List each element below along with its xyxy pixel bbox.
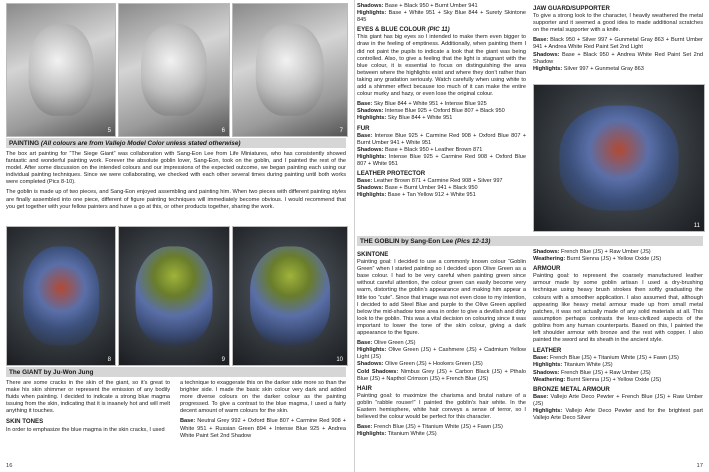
skintone-heading: SKINTONE bbox=[357, 251, 389, 258]
armour-paragraph: Painting goal: to represent the coarsely manufactured leather armour made by some goblin artisan I used a dry-brushing technique using heavy brush strokes then softly graduating the colours with a smoother application. I also assumed that, although appearing like heavy metal armour made up from small metal patches, it was not actually made of any solid materials at all. This assumption perhaps contrasts the less-civilized aspects of the goblins from any human counterparts. Based on this, I painted the left shoulder armour with bronze and the rest with copper. I also painted the sword and its sheath in the ancient style. bbox=[533, 273, 703, 344]
figure-number: 8 bbox=[107, 357, 111, 363]
recipe-line: Shadows: French Blue (JS) + Raw Umber (JS) bbox=[533, 249, 651, 255]
recipe-line: Highlights: Titanium White (JS) bbox=[357, 431, 437, 438]
giant-title: The GIANT by Ju-Won Jung bbox=[9, 369, 94, 376]
right-page bbox=[355, 0, 709, 472]
photo-wip-giant-goblin bbox=[118, 226, 230, 366]
skintone-paragraph: Painting goal: I decided to use a commonly known colour “Goblin Green” when I started painting so I decided upon Olive Green as a base colour. I had to be very careful when painting green since without careful attention, the colour green can easily become very warm, distorting the goblin’s appearance and making him appear a little too “cute”. Since that image was not even close to my intention, I decided to add Steel Blue and purple to the Olive Green applied below the mid-shadow tone area in order to give a devilish and dirty look to the goblin. This was a vital decision on colouring since it was important to lower the tone of the skin colour, giving a dark appearance to the figure. bbox=[357, 259, 526, 337]
recipe-line: Base: Olive Green (JS) bbox=[357, 340, 416, 347]
figure-number: 5 bbox=[107, 128, 111, 134]
recipe-line: Shadows: Base + Black 950 + Leather Brown 871 bbox=[357, 146, 483, 153]
recipe-line: Base: Leather Brown 871 + Carmine Red 908 + Silver 997 bbox=[357, 178, 503, 185]
giant-head-figure bbox=[29, 24, 94, 116]
photo-giant-head-front bbox=[6, 3, 116, 137]
photo-giant-head-profile bbox=[232, 3, 348, 137]
wip-giant-figure bbox=[23, 246, 99, 345]
right-column-2 bbox=[533, 3, 703, 73]
goblin-column-2 bbox=[533, 249, 703, 422]
recipe-line: Shadows: Olive Green (JS) + Hookers Green (JS) bbox=[357, 361, 483, 368]
goblin-title: THE GOBLIN by Sang-Eon Lee bbox=[360, 238, 454, 245]
page-number-left: 16 bbox=[6, 463, 13, 469]
recipe-line: Highlights: Vallejo Arte Deco Pewter and for the brightest part Vallejo Arte Deco Silver bbox=[533, 407, 703, 422]
recipe-line: Weathering: Burnt Sienna (JS) + Yellow Oxide (JS) bbox=[533, 376, 662, 383]
recipe-line: Base: French Blue (JS) + Titanium White (JS) + Fawn (JS) bbox=[357, 424, 503, 431]
recipe-line: Base: Neutral Grey 992 + Oxford Blue 807 + Carmine Red 908 + White 951 + Russian Green 894 + Intense Blue 925 + Andrea White Paint Set 2nd Shadow bbox=[180, 418, 346, 439]
eyes-paragraph: This giant has big eyes so I intended to make them even bigger to draw in the feeling of emptiness. Additionally, when painting them I did not paint the pupils to indicate a look that the giant was being controlled. Also, to give a feeling that the light is stagnant with the blue colour, it is essential to focus on distinguishing the area between where the highlights exist and where they don’t rather than taking any gradation seriously. Watch carefully when using white to add a shimmer effect because too much of it can make the entire colour murky and hazy, or even lose the original colour. bbox=[357, 34, 526, 98]
recipe-line: Base: French Blue (JS) + Titanium White (JS) + Fawn (JS) bbox=[533, 355, 679, 362]
intro-paragraph: The goblin is made up of two pieces, and Sang-Eon enjoyed assembling and painting him. When two pieces with different painting styles are finally assembled into one piece, different of figure painting techniques will immediately become obvious. I would recommend that you get together with your fellow painters and have a go at this, or other products together, sharing the work. bbox=[6, 189, 346, 210]
recipe-line: Highlights: Base + Tan Yellow 912 + White 951 bbox=[357, 192, 476, 199]
right-column-1 bbox=[357, 3, 526, 199]
recipe-line: Weathering: Burnt Sienna (JS) + Yellow Oxide (JS) bbox=[533, 256, 662, 263]
giant-head-figure bbox=[256, 24, 324, 116]
eyes-heading: EYES & BLUE COLOUR (PIC 11) bbox=[357, 26, 450, 34]
recipe-line: Cold Shadows: Nimbus Grey (JS) + Carbon Black (JS) + Pthalo Blue (JS) + Napthol Crimson (JS) + French Blue (JS) bbox=[357, 368, 526, 382]
giant-column-1 bbox=[6, 380, 170, 437]
giant-paragraph-cont: a technique to exaggerate this on the darker side more so than the brighter side. I made the basic skin colour very dark and added more diverse colours on the darker colour as the painting progressed. To give a contrast to the blue magma, I used a fairly decent amount of warm colours for the skin. bbox=[180, 380, 346, 415]
skin-tones-text: In order to emphasize the blue magma in the skin cracks, I used bbox=[6, 426, 165, 433]
page-number-right: 17 bbox=[696, 463, 703, 469]
leather-heading: LEATHER bbox=[533, 347, 562, 355]
giant-eyes-figure bbox=[560, 105, 679, 210]
photo-giant-eyes bbox=[533, 84, 705, 232]
recipe-line: Highlights: Sky Blue 844 + White 951 bbox=[357, 115, 453, 122]
goblin-section-bar bbox=[357, 236, 703, 246]
giant-paragraph: There are some cracks in the skin of the giant, so it’s great to make his skin shimmer or represent the emission of any bodily fluids when painting. I decided to indicate a strong blue magma issuing from the skin, indicating that it is insanely hot and will melt anything it touches. bbox=[6, 380, 170, 415]
giant-head-figure bbox=[141, 24, 207, 116]
photo-giant-head-side bbox=[118, 3, 230, 137]
giant-column-2 bbox=[180, 380, 346, 440]
recipe-line: Shadows: Base + Black 950 + Andrea White Red Paint Set 2nd Shadow bbox=[533, 51, 703, 65]
recipe-line: Shadows: French Blue (JS) + Raw Umber (JS) bbox=[533, 369, 651, 376]
intro-paragraph: The box art painting for “The Siege Giant” was collaboration with Sang-Eon Lee from Life Miniatures, who has consistently showed fantastic and wonderful painting work. Forever the absolute goblin lover, Sang-Eon, took on the goblin, and I painted the rest of the model. After some discussion on the intended colours and our impressions of the expected outcome, we began painting each using our individual painting techniques. Since we were collaborating, we checked with each other several times during painting until both works were completed (Pics 8-10). bbox=[6, 151, 346, 186]
recipe-line: Shadows: Intense Blue 925 + Oxford Blue 807 + Black 950 bbox=[357, 108, 505, 115]
figure-number: 9 bbox=[221, 357, 225, 363]
giant-section-bar bbox=[6, 367, 346, 377]
recipe-line: Highlights: Base + White 951 + Sky Blue 844 + Surety Skintone 845 bbox=[357, 10, 527, 24]
goblin-note: (Pics 12-13) bbox=[454, 238, 491, 245]
skin-tones-heading: SKIN TONES bbox=[6, 418, 44, 426]
figure-number: 10 bbox=[336, 357, 343, 363]
recipe-line: Highlights: Olive Green (JS) + Cashmere (JS) + Cadmium Yellow Light (JS) bbox=[357, 347, 526, 361]
leather-protector-heading: LEATHER PROTECTOR bbox=[357, 170, 426, 178]
figure-number: 6 bbox=[221, 128, 225, 134]
figure-number: 11 bbox=[693, 223, 700, 229]
painting-intro bbox=[6, 151, 346, 214]
finished-giant-figure bbox=[250, 246, 330, 345]
jaw-guard-paragraph: To give a strong look to the character, I heavily weathered the metal supporter and it seemed a good idea to made additional scratches on the metal supporter with a knife. bbox=[533, 13, 703, 34]
recipe-line: Highlights: Intense Blue 925 + Carmine Red 908 + Oxford Blue 807 + White 951 bbox=[357, 153, 526, 167]
recipe-line: Base: Vallejo Arte Deco Pewter + French Blue (JS) + Raw Umber (JS) bbox=[533, 393, 704, 407]
recipe-line: Highlights: Titanium White (JS) bbox=[533, 362, 613, 369]
wip-giant-goblin-figure bbox=[136, 246, 213, 345]
fur-heading: FUR bbox=[357, 124, 370, 132]
recipe-line: Base: Black 950 + Silver 997 + Gunmetal Gray 863 + Burnt Umber 941 + Andrea White Red Paint Set 2nd Light bbox=[533, 37, 703, 51]
figure-number: 7 bbox=[339, 128, 343, 134]
goblin-column-1 bbox=[357, 249, 526, 438]
jaw-guard-heading: JAW GUARD/SUPPORTER bbox=[533, 5, 610, 12]
bronze-armour-heading: BRONZE METAL ARMOUR bbox=[533, 385, 610, 393]
photo-finished-giant bbox=[232, 226, 348, 366]
painting-note: (All colours are from Vallejo Model Color unless stated otherwise) bbox=[40, 140, 241, 147]
recipe-line: Highlights: Silver 997 + Gunmetal Gray 863 bbox=[533, 65, 644, 72]
photo-wip-giant bbox=[6, 226, 116, 366]
painting-section-bar bbox=[6, 138, 346, 148]
painting-title: PAINTING bbox=[9, 140, 40, 147]
hair-paragraph: Painting goal: to maximize the charisma and brutal nature of a goblin “rabble rouser!” I painted the goblin’s hair white. In the Eastern hemisphere, white hair conveys a sense of terror, so I believed the colour would be perfect for this character. bbox=[357, 392, 526, 421]
recipe-line: Shadows: Base + Black 950 + Burnt Umber 941 bbox=[357, 3, 478, 9]
left-page bbox=[0, 0, 354, 472]
recipe-line: Base: Sky Blue 844 + White 951 + Intense Blue 925 bbox=[357, 101, 487, 108]
recipe-line: Shadows: Base + Burnt Umber 941 + Black 950 bbox=[357, 185, 478, 192]
recipe-line: Base: Intense Blue 925 + Carmine Red 908 + Oxford Blue 807 + Burnt Umber 941 + White 951 bbox=[357, 132, 526, 146]
armour-heading: ARMOUR bbox=[533, 265, 561, 273]
hair-heading: HAIR bbox=[357, 384, 372, 392]
